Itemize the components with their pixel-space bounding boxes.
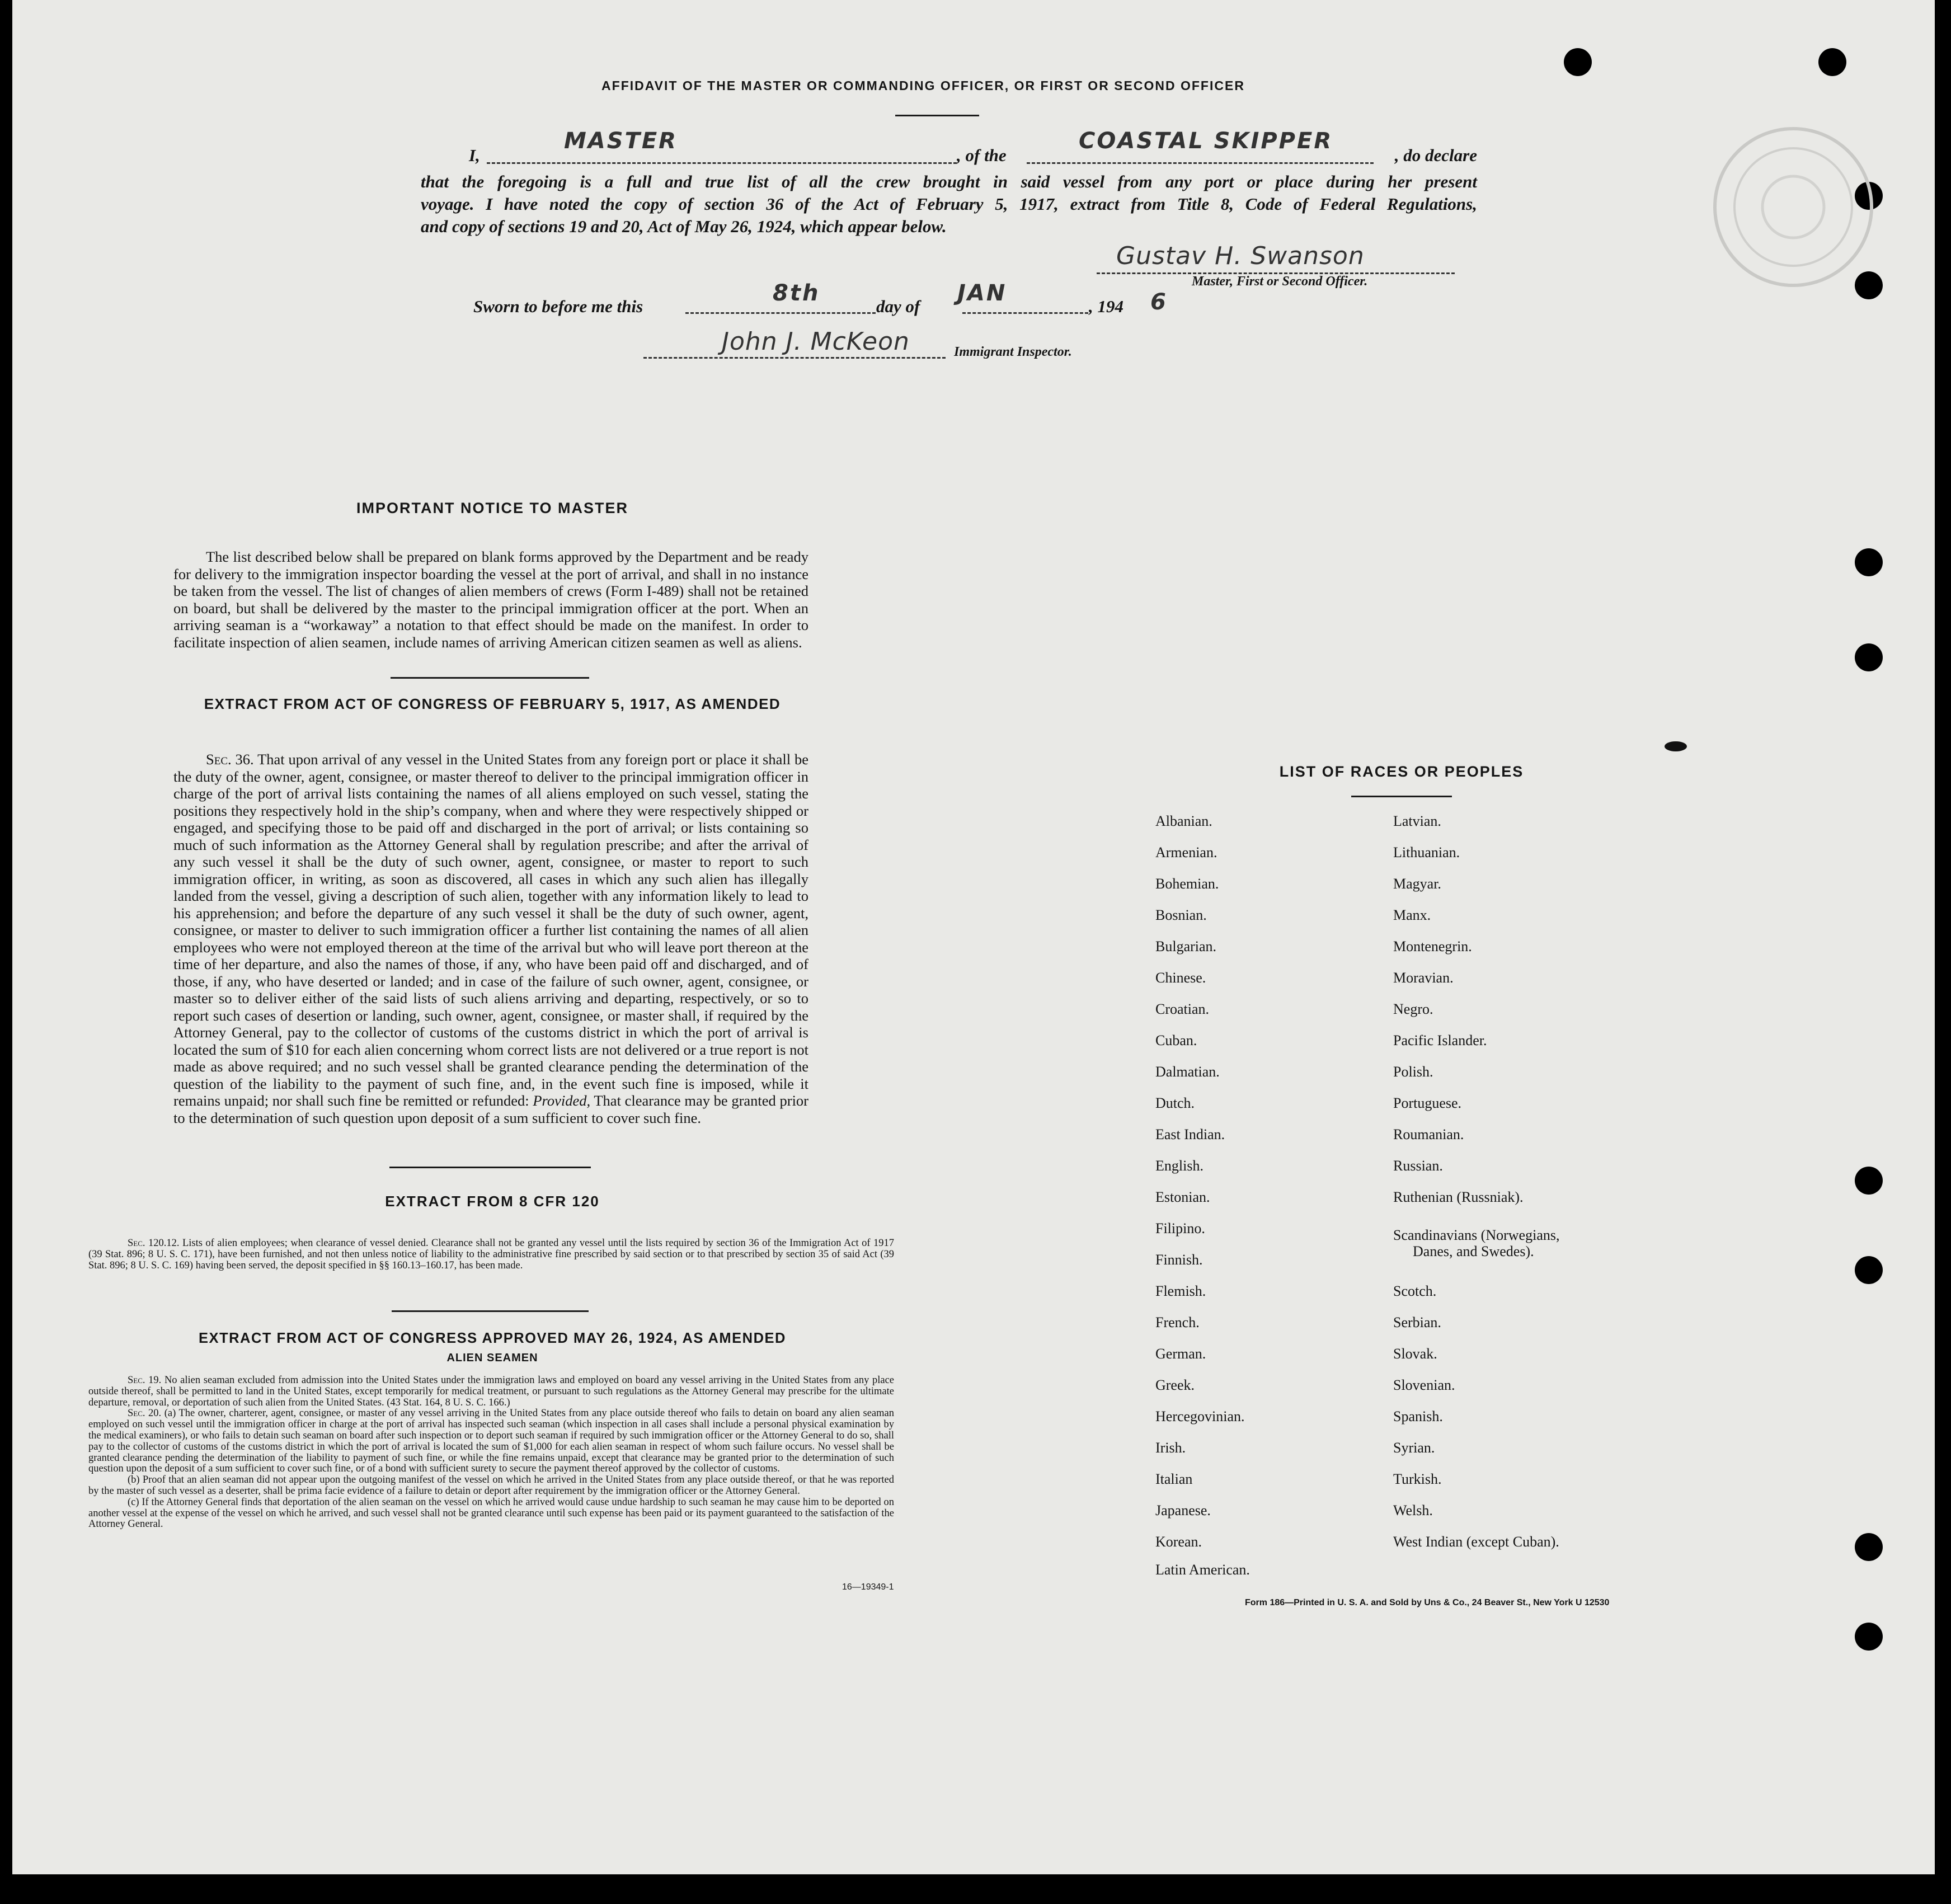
race-item: Dalmatian.	[1155, 1064, 1220, 1080]
punch-hole	[1564, 48, 1592, 76]
race-item: Korean.	[1155, 1534, 1202, 1550]
inspector-signature: John J. McKeon	[722, 327, 910, 356]
master-caption: Master, First or Second Officer.	[1192, 274, 1368, 289]
divider	[389, 1167, 591, 1168]
race-item: Polish.	[1393, 1064, 1433, 1080]
punch-hole	[1855, 1167, 1883, 1195]
notice-text	[173, 548, 808, 651]
sworn-year-prefix: , 194	[1089, 297, 1123, 316]
extract-1917-text	[173, 751, 808, 1126]
sec19-body: No alien seaman excluded from admission into the United States under the immigration laws and employed on board any vessel arriving in the United States from any place outside thereof, shall be permitted to land in the United States, except temporarily for medical treatment, or pursuant to such regulations as the Attorney General may prescribe for the ultimate departure, removal, or deportation of such alien from the United States. (43 Stat. 164, 8 U. S. C. 166.)	[88, 1375, 894, 1408]
punch-hole	[1855, 548, 1883, 576]
ink-blot	[1665, 741, 1687, 751]
sec20b-paragraph: (b) Proof that an alien seaman did not appear upon the outgoing manifest of the vessel on which he arrived in the United States from any place outside thereof, or that he was reported by the master of such vessel as a deserter, shall be prima facie evidence of a failure to detain or deport after requirement by the immigration officer or the Attorney General.	[88, 1474, 894, 1497]
cfr-sec-label: Sec. 120.12.	[128, 1238, 180, 1249]
race-item: French.	[1155, 1314, 1200, 1331]
race-item: Flemish.	[1155, 1283, 1206, 1299]
inspector-caption: Immigrant Inspector.	[954, 345, 1072, 359]
punch-hole	[1855, 643, 1883, 671]
race-item: Danes, and Swedes).	[1413, 1243, 1534, 1259]
race-item: German.	[1155, 1346, 1206, 1362]
race-item: Filipino.	[1155, 1220, 1205, 1237]
affidavit-mid: , of the	[957, 145, 1007, 165]
race-item: Turkish.	[1393, 1471, 1442, 1487]
race-item: Latvian.	[1393, 813, 1441, 829]
sworn-month-field-line	[962, 312, 1088, 314]
sworn-month-handwritten: JAN	[957, 280, 1007, 306]
race-item: Italian	[1155, 1471, 1193, 1487]
race-item: Magyar.	[1393, 876, 1441, 892]
affidavit-line3: voyage. I have noted the copy of section 36 of the Act of February 5, 1917, extract from Title 8, Code of Federal Regulations,	[421, 194, 1477, 214]
divider	[895, 115, 979, 116]
race-item: Pacific Islander.	[1393, 1032, 1487, 1049]
punch-hole	[1855, 1256, 1883, 1284]
race-item: Ruthenian (Russniak).	[1393, 1189, 1524, 1205]
sec19-paragraph	[88, 1375, 894, 1408]
race-item: English.	[1155, 1158, 1203, 1174]
race-item: Chinese.	[1155, 970, 1206, 986]
race-item: Bulgarian.	[1155, 938, 1217, 955]
race-item: Croatian.	[1155, 1001, 1210, 1017]
race-item: Roumanian.	[1393, 1126, 1464, 1143]
form-code: 16—19349-1	[842, 1582, 894, 1592]
printer-line: Form 186—Printed in U. S. A. and Sold by Uns & Co., 24 Beaver St., New York U 12530	[1245, 1598, 1610, 1607]
race-item: Scandinavians (Norwegians,	[1393, 1227, 1560, 1243]
race-item: Welsh.	[1393, 1502, 1433, 1519]
proviso-label: Provided,	[533, 1092, 591, 1109]
inspector-signature-line	[643, 357, 946, 359]
race-item: Bosnian.	[1155, 907, 1207, 923]
race-item: Moravian.	[1393, 970, 1454, 986]
race-item: Greek.	[1155, 1377, 1195, 1393]
affidavit-suffix: , do declare	[1394, 145, 1477, 165]
race-item: Cuban.	[1155, 1032, 1197, 1049]
sec36-body: That upon arrival of any vessel in the United States from any foreign port or place it shall be the duty of the owner, agent, consignee, or master thereof to deliver to the principal immigration officer in charge of the port of arrival lists containing the names of all aliens employed on such vessel, stating the positions they respectively hold in the ship’s company, when and where they were respectively shipped or engaged, and specifying those to be paid off and discharged in the port of arrival; or lists containing so much of such information as the Attorney General shall by regulation prescribe; and after the arrival of any such vessel it shall be the duty of such owner, agent, consignee, or master to report to such immigration officer, in writing, as soon as discovered, all cases in which any such alien has illegally landed from the vessel, giving a description of such alien, together with any information likely to lead to his apprehension; and before the departure of any such vessel it shall be the duty of such owner, agent, consignee, or master to deliver to such immigration officer a further list containing the names of all alien employees who were not employed thereon at the time of the arrival but who will leave port thereon at the time of her departure, and also the names of those, if any, who have been paid off and discharged, and of those, if any, who have deserted or landed; and in case of the failure of such owner, agent, consignee, or master so to deliver either of the said lists of such aliens arriving and departing, respectively, or so to report such cases of desertion or landing, such owner, agent, consignee, or master shall, if required by the Attorney General, pay to the collector of customs of the customs district in which the port of arrival is located the sum of $10 for each alien concerning whom correct lists are not delivered or a true report is not made as above required; and no such vessel shall be granted clearance pending the determination of the question of the liability to the payment of such fine, and, in the event such fine is imposed, while it remains unpaid; nor shall such fine be remitted or refunded:	[173, 751, 808, 1109]
race-item: Estonian.	[1155, 1189, 1210, 1205]
race-item: Irish.	[1155, 1440, 1186, 1456]
race-item: Syrian.	[1393, 1440, 1435, 1456]
sworn-year-handwritten: 6	[1150, 289, 1168, 315]
sworn-day-handwritten: 8th	[773, 280, 820, 306]
race-item: Spanish.	[1393, 1408, 1443, 1425]
race-item: Dutch.	[1155, 1095, 1195, 1111]
race-item: Bohemian.	[1155, 876, 1219, 892]
sec20-label: Sec. 20.	[128, 1408, 162, 1419]
divider	[1351, 796, 1452, 797]
divider	[391, 677, 589, 679]
proviso-body: That clearance may be granted prior to the determination of such question upon deposit of a sum sufficient to cover such fine.	[173, 1092, 809, 1126]
extract-1924-text	[88, 1375, 894, 1530]
sworn-day-of: day of	[876, 297, 920, 316]
sec20c-paragraph: (c) If the Attorney General finds that deportation of the alien seaman on the vessel on which he arrived would cause undue hardship to such seaman he may cause him to be deported on another vessel at the expense of the vessel on which he arrived, and such vessel shall not be granted clearance until such expense has been paid or its payment guaranteed to the satisfaction of the Attorney General.	[88, 1496, 894, 1530]
sec36-label: Sec. 36.	[206, 751, 254, 768]
extract-1917-title: EXTRACT FROM ACT OF CONGRESS OF FEBRUARY 5, 1917, AS AMENDED	[204, 695, 781, 712]
race-item: Serbian.	[1393, 1314, 1441, 1331]
race-item: Slovenian.	[1393, 1377, 1455, 1393]
affidavit-line4: and copy of sections 19 and 20, Act of May 26, 1924, which appear below.	[421, 217, 947, 236]
master-signature: Gustav H. Swanson	[1116, 242, 1365, 270]
race-item: Albanian.	[1155, 813, 1212, 829]
affidavit-line2: that the foregoing is a full and true list of all the crew brought in said vessel from any port or place during her present	[421, 172, 1477, 191]
vessel-field-line	[1027, 162, 1374, 164]
rank-handwritten: MASTER	[564, 128, 678, 154]
race-item: Manx.	[1393, 907, 1431, 923]
extract-1924-title: EXTRACT FROM ACT OF CONGRESS APPROVED MAY 26, 1924, AS AMENDED	[199, 1331, 786, 1346]
punch-hole	[1855, 1623, 1883, 1651]
affidavit-title: AFFIDAVIT OF THE MASTER OR COMMANDING OFFICER, OR FIRST OR SECOND OFFICER	[601, 78, 1245, 93]
race-item: West Indian (except Cuban).	[1393, 1534, 1559, 1550]
rank-field-line	[487, 162, 957, 164]
race-item: Slovak.	[1393, 1346, 1437, 1362]
notice-title: IMPORTANT NOTICE TO MASTER	[356, 500, 628, 516]
divider	[392, 1310, 589, 1312]
race-item: Armenian.	[1155, 844, 1217, 861]
race-item: Lithuanian.	[1393, 844, 1460, 861]
cfr-text	[88, 1238, 894, 1271]
sec20a-body: (a) The owner, charterer, agent, consignee, or master of any vessel arriving in the United States from any place outside thereof who fails to detain on board any alien seaman employed on such vessel until the immigration officer in charge at the port of arrival has inspected such seaman (which inspection in all cases shall include a personal physical examination by the medical examiners), or who fails to detain such seaman on board after such inspection or to deport such seaman if required by such immigration officer or the Attorney General to do so, shall pay to the collector of customs of the customs district in which the port of arrival is located the sum of $1,000 for each alien seaman in respect of whom such failure occurs. No vessel shall be granted clearance pending the determination of the liability to payment of such fine, or while the fine remains unpaid, except that clearance may be granted prior to the determination of such question upon the deposit of a sum sufficient to cover such fine, or of a bond with sufficient surety to secure the payment thereof approved by the collector of customs.	[88, 1408, 894, 1475]
race-item: East Indian.	[1155, 1126, 1225, 1143]
race-item: Latin American.	[1155, 1562, 1250, 1578]
race-item: Russian.	[1393, 1158, 1443, 1174]
race-item: Finnish.	[1155, 1252, 1203, 1268]
race-item: Scotch.	[1393, 1283, 1437, 1299]
alien-seamen-subtitle: ALIEN SEAMEN	[446, 1352, 538, 1364]
race-item: Portuguese.	[1393, 1095, 1462, 1111]
race-item: Japanese.	[1155, 1502, 1211, 1519]
sec19-label: Sec. 19.	[128, 1375, 162, 1386]
cfr-title: EXTRACT FROM 8 CFR 120	[385, 1193, 600, 1210]
races-title: LIST OF RACES OR PEOPLES	[1279, 763, 1524, 780]
sworn-day-field-line	[685, 312, 876, 314]
sworn-prefix: Sworn to before me this	[473, 297, 643, 316]
punch-hole	[1855, 1533, 1883, 1561]
race-item: Negro.	[1393, 1001, 1433, 1017]
affidavit-prefix: I,	[469, 145, 480, 165]
notice-body: The list described below shall be prepared on blank forms approved by the Department and be ready for delivery to the immigration inspector boarding the vessel at the port of arrival, and shall in no instance be taken from the vessel. The list of changes of alien members of crews (Form I-489) shall not be retained on board, but shall be delivered by the master to the principal immigration officer at the port. When an arriving seaman is a “workaway” a notation to that effect should be made on the manifest. In order to facilitate inspection of alien seamen, include names of arriving American citizen seamen as well as aliens.	[173, 548, 808, 651]
sworn-line	[473, 280, 1201, 318]
race-item: Hercegovinian.	[1155, 1408, 1245, 1425]
cfr-body: Lists of alien employees; when clearance of vessel denied. Clearance shall not be granted any vessel until the lists required by section 36 of the Immigration Act of 1917 (39 Stat. 896; 8 U. S. C. 171), have been furnished, and not then unless notice of liability to the administrative fine prescribed by said section or to that prescribed by section 35 of said Act (39 Stat. 896; 8 U. S. C. 169) having been served, the deposit specified in §§ 160.13–160.17, has been made.	[88, 1238, 894, 1271]
punch-hole	[1818, 48, 1846, 76]
embossed-seal-icon	[1709, 123, 1877, 291]
vessel-handwritten: COASTAL SKIPPER	[1079, 128, 1333, 154]
sec20a-paragraph	[88, 1408, 894, 1475]
race-item: Montenegrin.	[1393, 938, 1472, 955]
